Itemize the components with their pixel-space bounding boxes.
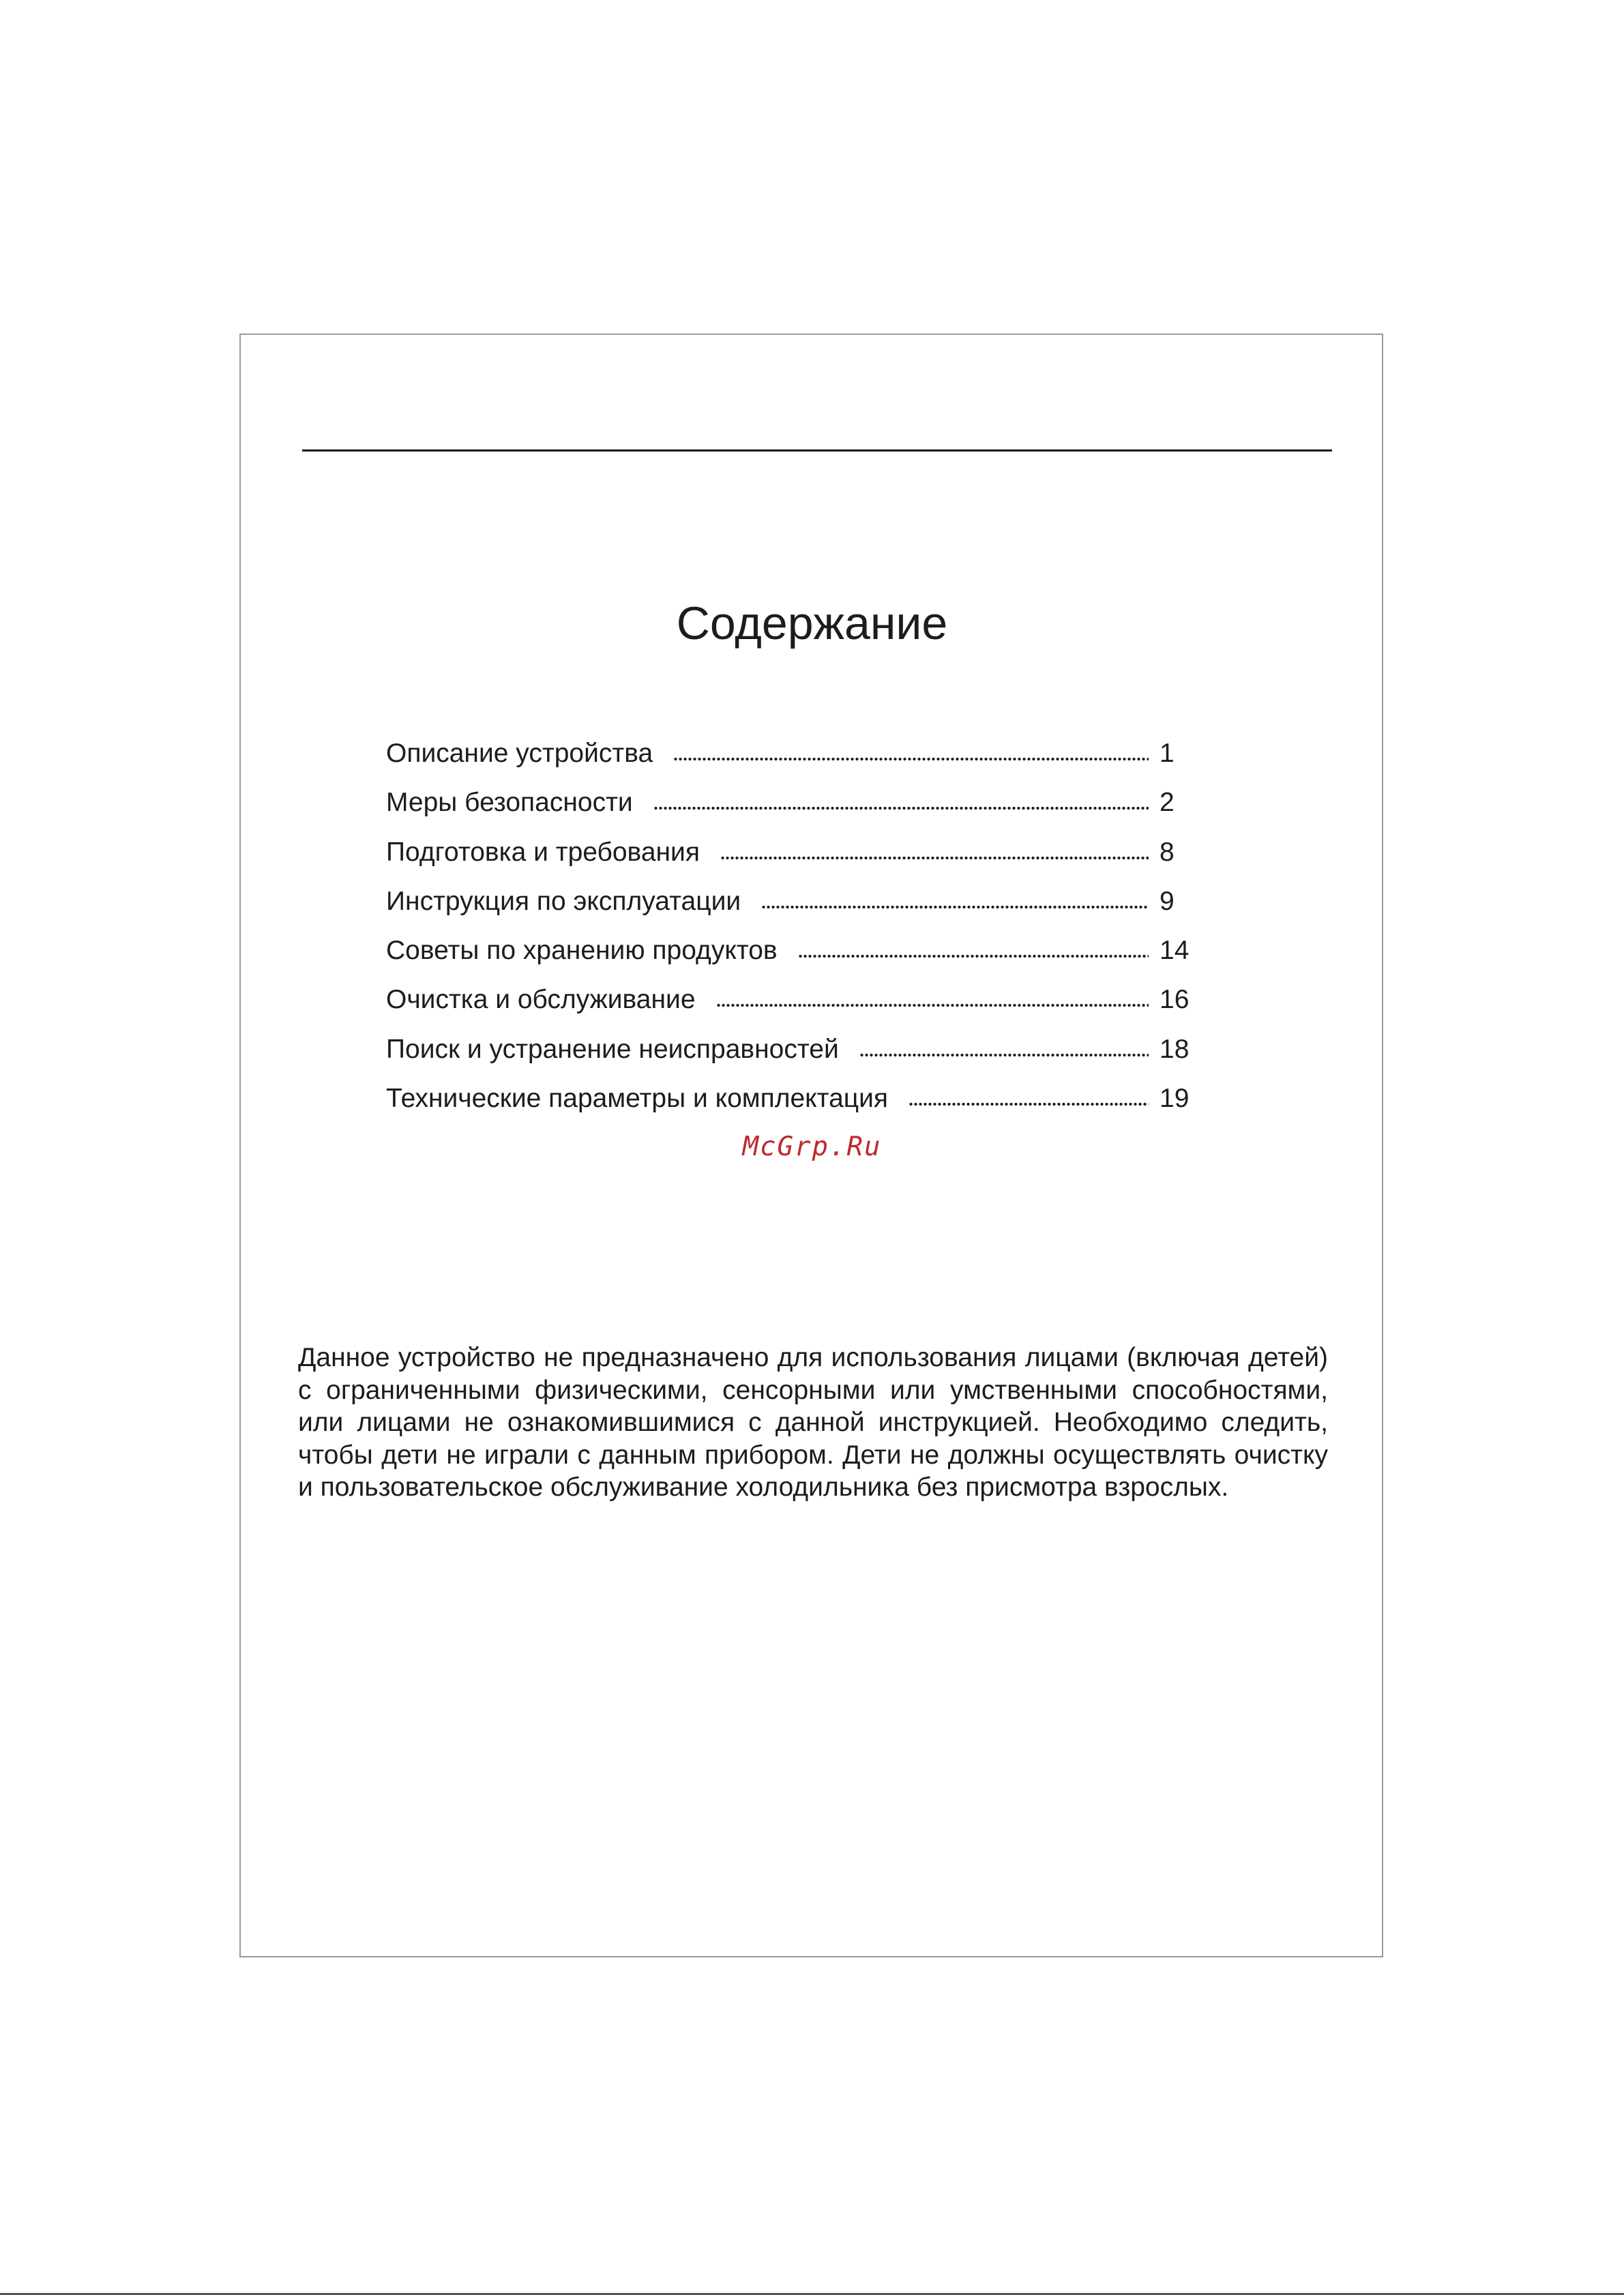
toc-entry-label: Описание устройства (386, 739, 653, 768)
toc-dot-leader (761, 904, 1149, 910)
toc-dot-leader (798, 953, 1149, 959)
toc-entry-page: 1 (1160, 739, 1175, 768)
toc-entry-label: Инструкция по эксплуатации (386, 886, 741, 916)
toc-dot-leader (653, 805, 1149, 811)
watermark-text: McGrp.Ru (742, 1131, 882, 1162)
table-of-contents (386, 733, 1191, 1127)
toc-entry[interactable] (386, 1078, 1191, 1127)
toc-entry[interactable] (386, 1029, 1191, 1078)
toc-entry-page: 8 (1160, 837, 1175, 867)
toc-dot-leader (909, 1101, 1149, 1107)
toc-entry-label: Поиск и устранение неисправностей (386, 1034, 839, 1064)
toc-entry[interactable] (386, 979, 1191, 1028)
page-title: Содержание (676, 597, 948, 649)
toc-entry[interactable] (386, 930, 1191, 979)
toc-entry-label: Очистка и обслуживание (386, 985, 696, 1015)
toc-dot-leader (720, 855, 1149, 861)
toc-dot-leader (859, 1052, 1149, 1058)
toc-entry-label: Советы по хранению продуктов (386, 936, 778, 966)
toc-entry-page: 19 (1160, 1084, 1190, 1114)
toc-entry[interactable] (386, 733, 1191, 782)
toc-entry-page: 18 (1160, 1034, 1190, 1064)
safety-notice-paragraph: Данное устройство не предназначено для использования лицами (включая детей) с ограниченными физическими, сенсорными или умственными способностями, или лицами не ознакомившимися с данной инструкцией. Необходимо следить, чтобы дети не играли с данным прибором. Дети не должны осуществлять очистку и пользовательское обслуживание холодильника без присмотра взрослых. (298, 1343, 1328, 1502)
toc-dot-leader (716, 1003, 1149, 1008)
toc-entry[interactable] (386, 782, 1191, 831)
toc-entry-label: Меры безопасности (386, 788, 633, 818)
toc-entry-page: 9 (1160, 886, 1175, 916)
toc-entry-page: 16 (1160, 985, 1190, 1015)
toc-dot-leader (673, 756, 1149, 762)
toc-entry-page: 2 (1160, 788, 1175, 818)
toc-entry[interactable] (386, 832, 1191, 881)
toc-entry-page: 14 (1160, 936, 1190, 966)
header-rule (302, 449, 1332, 451)
toc-entry-label: Технические параметры и комплектация (386, 1084, 889, 1114)
toc-entry-label: Подготовка и требования (386, 837, 700, 867)
toc-entry[interactable] (386, 881, 1191, 930)
